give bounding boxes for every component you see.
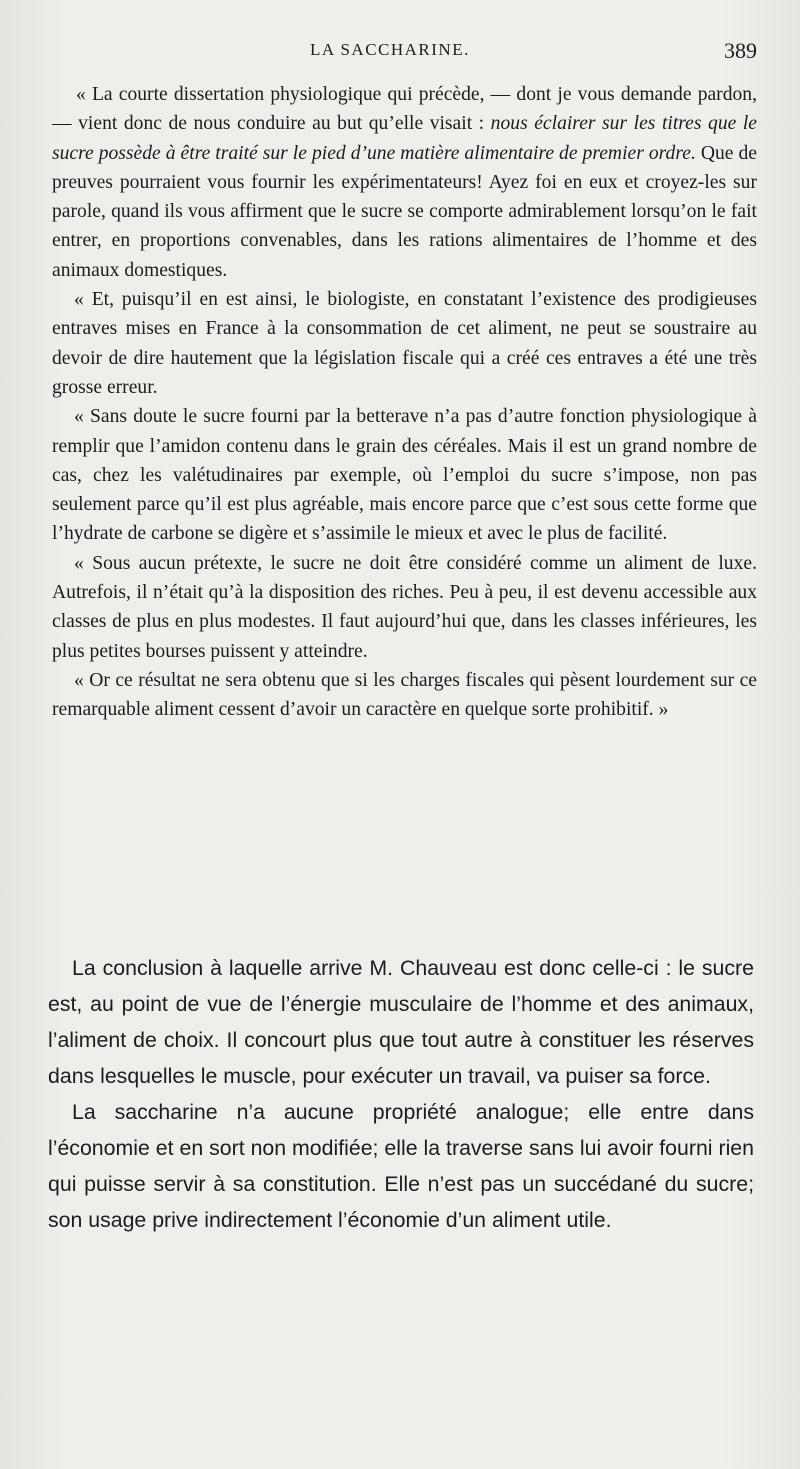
quote-paragraph-5: « Or ce résultat ne sera obtenu que si les charges fiscales qui pèsent lourdement sur ce remarquable aliment cessent d’avoir un caractère en quelque sorte prohibitif. » xyxy=(52,669,757,721)
page-header xyxy=(52,38,757,78)
quote-paragraph-3: « Sans doute le sucre fourni par la betterave n’a pas d’autre fonction physiologique à remplir que l’amidon contenu dans le grain des céréales. Mais il est un grand nombre de cas, chez les valétudinaires par exemple, où l’emploi du sucre s’impose, non pas seulement parce qu’il est plus agréable, mais encore parce que c’est sous cette forme que l’hydrate de carbone se digère et s’assimile le mieux et avec le plus de facilité. xyxy=(52,406,757,545)
page-number: 389 xyxy=(724,38,757,63)
main-text xyxy=(48,950,754,1238)
quote-paragraph-4: « Sous aucun prétexte, le sucre ne doit être considéré comme un aliment de luxe. Autrefois, il n’était qu’à la disposition des riches. Peu à peu, il est devenu accessible aux classes de plus en plus modestes. Il faut aujourd’hui que, dans les classes inférieures, les plus petites bourses puissent y atteindre. xyxy=(52,552,757,662)
quote-paragraph-2: « Et, puisqu’il en est ainsi, le biologiste, en constatant l’existence des prodigieuses entraves mises en France à la consommation de cet aliment, ne peut se soustraire au devoir de dire hautement que la législation fiscale qui a créé ces entraves a été une très grosse erreur. xyxy=(52,289,757,398)
body-paragraph-1: La conclusion à laquelle arrive M. Chauveau est donc celle-ci : le sucre est, au point de vue de l’énergie musculaire de l’homme et des animaux, l’aliment de choix. Il concourt plus que tout autre à constituer les réserves dans lesquelles le muscle, pour exécuter un travail, va puiser sa force. xyxy=(48,956,754,1088)
quote-paragraph-1-end: Que de preuves pourraient vous fournir les expérimentateurs! Ayez foi en eux et croyez-les sur parole, quand ils vous affirment que le sucre se comporte admirablement lorsqu’on le fait entrer, en proportions convenables, dans les rations alimentaires de l’homme et des animaux domestiques. xyxy=(52,142,757,281)
quote-paragraph-1-italic: nous éclairer sur les titres que le sucre possède à être traité sur le pied d’une matière alimentaire de premier ordre. xyxy=(52,113,758,164)
running-title: LA SACCHARINE. xyxy=(310,40,470,59)
quote-paragraph-1-start: « La courte dissertation physiologique qui précède, — dont je vous demande pardon, — vient donc de nous conduire au but qu’elle visait : xyxy=(52,84,757,135)
quote-paragraph-1 xyxy=(52,80,757,285)
quoted-passage xyxy=(52,80,757,725)
body-paragraph-2: La saccharine n’a aucune propriété analogue; elle entre dans l’économie et en sort non modifiée; elle la traverse sans lui avoir fourni rien qui puisse servir à sa constitution. Elle n’est pas un succédané du sucre; son usage prive indirectement l’économie d’un aliment utile. xyxy=(48,1100,754,1232)
